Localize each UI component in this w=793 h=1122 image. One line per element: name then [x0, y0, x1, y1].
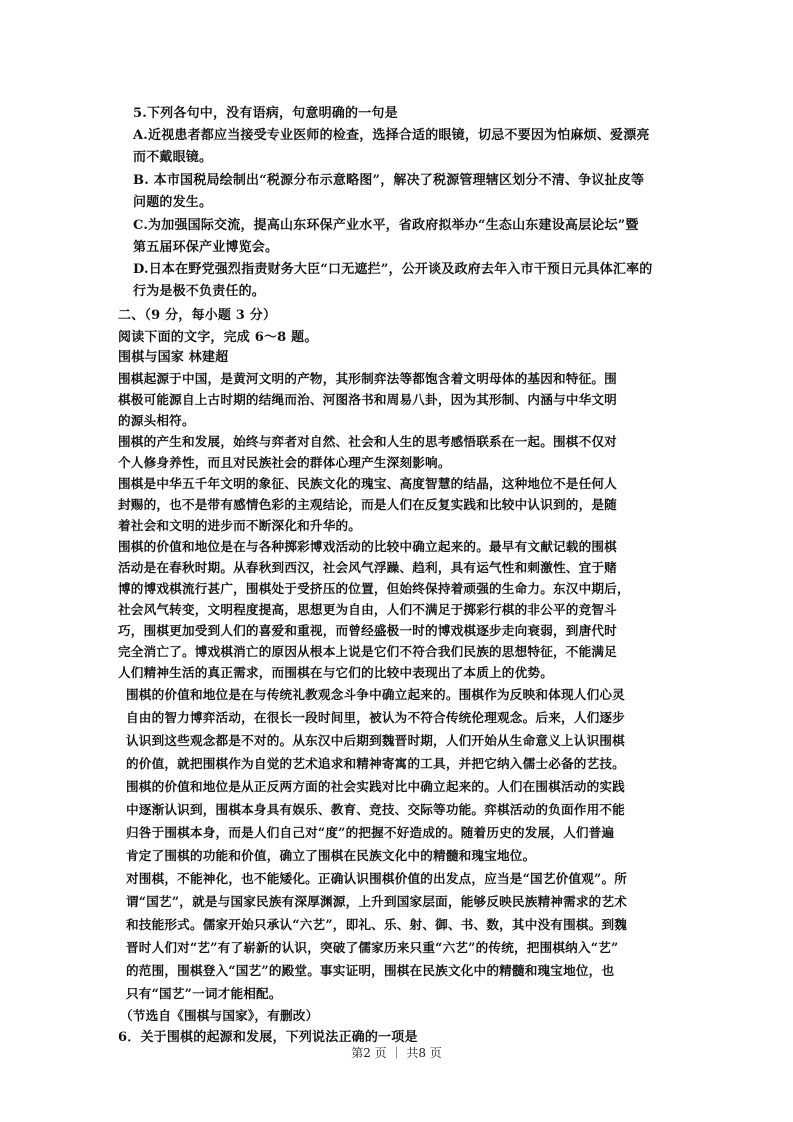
article-para-4-line: 完全消亡了。博戏棋消亡的原因从根本上说是它们不符合我们民族的思想特征，不能满足 [118, 644, 617, 659]
article-para-6-line: 围棋的价值和地位是从正反两方面的社会实践对比中确立起来的。人们在围棋活动的实践 [126, 779, 625, 794]
article-para-4-line: 社会风气转变，文明程度提高，思想更为自由，人们不满足于掷彩行棋的非公平的竞智斗 [118, 602, 617, 617]
article-para-6-line: 中逐渐认识到，围棋本身具有娱乐、教育、竞技、交际等功能。弈棋活动的负面作用不能 [126, 802, 625, 817]
article-para-7-line: 的范围，围棋登入“国艺”的殿堂。事实证明，围棋在民族文化中的精髓和瑰宝地位，也 [126, 963, 615, 978]
article-title: 围棋与国家 林建超 [118, 350, 229, 365]
section-2-instruction: 阅读下面的文字，完成 6～8 题。 [118, 330, 318, 345]
article-para-3-line: 封赐的，也不是带有感情色彩的主观结论，而是人们在反复实践和比较中认识到的，是随 [118, 497, 617, 512]
question-5-option-c: C.为加强国际交流，提高山东环保产业水平，省政府拟举办“生态山东建设高层论坛”暨 [133, 218, 639, 233]
article-para-4-line: 巧，围棋更加受到人们的喜爱和重视，而曾经盛极一时的博戏棋逐步走向衰弱，到唐代时 [118, 623, 617, 638]
question-5-option-c-cont: 第五届环保产业博览会。 [133, 240, 279, 255]
article-para-7-line: 晋时人们对“艺”有了崭新的认识，突破了儒家历来只重“六艺”的传统，把围棋纳入“艺” [126, 940, 619, 955]
question-5-stem: 5.下列各句中，没有语病，句意明确的一句是 [133, 106, 398, 121]
article-para-3-line: 围棋是中华五千年文明的象征、民族文化的瑰宝、高度智慧的结晶，这种地位不是任何人 [118, 476, 617, 491]
question-5-option-d: D.日本在野党强烈指责财务大臣“口无遮拦”，公开谈及政府去年入市干预日元具体汇率的 [133, 262, 653, 277]
article-para-5-line: 自由的智力博弈活动，在很长一段时间里，被认为不符合传统伦理观念。后来，人们逐步 [126, 710, 625, 725]
article-para-4-line: 活动是在春秋时期。从春秋到西汉，社会风气浮躁、趋利，具有运气性和刺激性、宜于赌 [118, 560, 617, 575]
article-para-5-line: 围棋的价值和地位是在与传统礼教观念斗争中确立起来的。围棋作为反映和体现人们心灵 [126, 687, 625, 702]
article-para-1-line: 的源头相符。 [118, 413, 195, 428]
question-6-stem: 6．关于围棋的起源和发展，下列说法正确的一项是 [118, 1030, 418, 1045]
article-para-2-line: 围棋的产生和发展，始终与弈者对自然、社会和人生的思考感悟联系在一起。围棋不仅对 [118, 434, 617, 449]
article-para-6-line: 肯定了围棋的功能和价值，确立了围棋在民族文化中的精髓和瑰宝地位。 [126, 848, 536, 863]
article-source: （节选自《围棋与国家》，有删改） [120, 1008, 319, 1023]
article-para-2-line: 个人修身养性，而且对民族社会的群体心理产生深刻影响。 [118, 455, 451, 470]
article-para-1-line: 围棋起源于中国，是黄河文明的产物，其形制弈法等都饱含着文明母体的基因和特征。围 [118, 371, 617, 386]
article-para-4-line: 博的博戏棋流行甚广，围棋处于受挤压的位置，但始终保持着顽强的生命力。东汉中期后， [118, 581, 630, 596]
section-2-heading: 二、（9 分，每小题 3 分） [118, 308, 277, 323]
question-5-option-d-cont: 行为是极不负责任的。 [133, 284, 266, 299]
article-para-3-line: 着社会和文明的进步而不断深化和升华的。 [118, 518, 362, 533]
question-5-option-a-cont: 而不戴眼镜。 [133, 150, 213, 165]
question-5-option-b-cont: 问题的发生。 [133, 195, 213, 210]
article-para-4-line: 人们精神生活的真正需求，而围棋在与它们的比较中表现出了本质上的优势。 [118, 665, 553, 680]
article-para-5-line: 认识到这些观念都是不对的。从东汉中后期到魏晋时期，人们开始从生命意义上认识围棋 [126, 733, 625, 748]
article-para-5-line: 的价值，就把围棋作为自觉的艺术追求和精神寄寓的工具，并把它纳入儒士必备的艺技。 [126, 756, 625, 771]
article-para-7-line: 和技能形式。儒家开始只承认“六艺”，即礼、乐、射、御、书、数，其中没有围棋。到魏 [126, 917, 628, 932]
article-para-1-line: 棋极可能源自上古时期的结绳而治、河图洛书和周易八卦，因为其形制、内涵与中华文明 [118, 392, 617, 407]
article-para-4-line: 围棋的价值和地位是在与各种掷彩博戏活动的比较中确立起来的。最早有文献记载的围棋 [118, 539, 617, 554]
article-para-7-line: 只有“国艺”一词才能相配。 [126, 986, 282, 1001]
page-footer: 第2 页 ｜ 共8 页 [351, 1046, 442, 1060]
article-para-7-line: 谓“国艺”，就是与国家民族有深厚渊源，上升到国家层面，能够反映民族精神需求的艺术 [126, 894, 628, 909]
article-para-6-line: 归咎于围棋本身，而是人们自己对“度”的把握不好造成的。随着历史的发展，人们普遍 [126, 825, 615, 840]
question-5-option-b: B. 本市国税局绘制出“税源分布示意略图”，解决了税源管理辖区划分不清、争议扯皮等 [133, 173, 645, 188]
question-5-option-a: A.近视患者都应当接受专业医师的检查，选择合适的眼镜，切忌不要因为怕麻烦、爱漂亮 [133, 128, 650, 143]
article-para-7-line: 对围棋，不能神化，也不能矮化。正确认识围棋价值的出发点，应当是“国艺价值观”。所 [126, 871, 628, 886]
